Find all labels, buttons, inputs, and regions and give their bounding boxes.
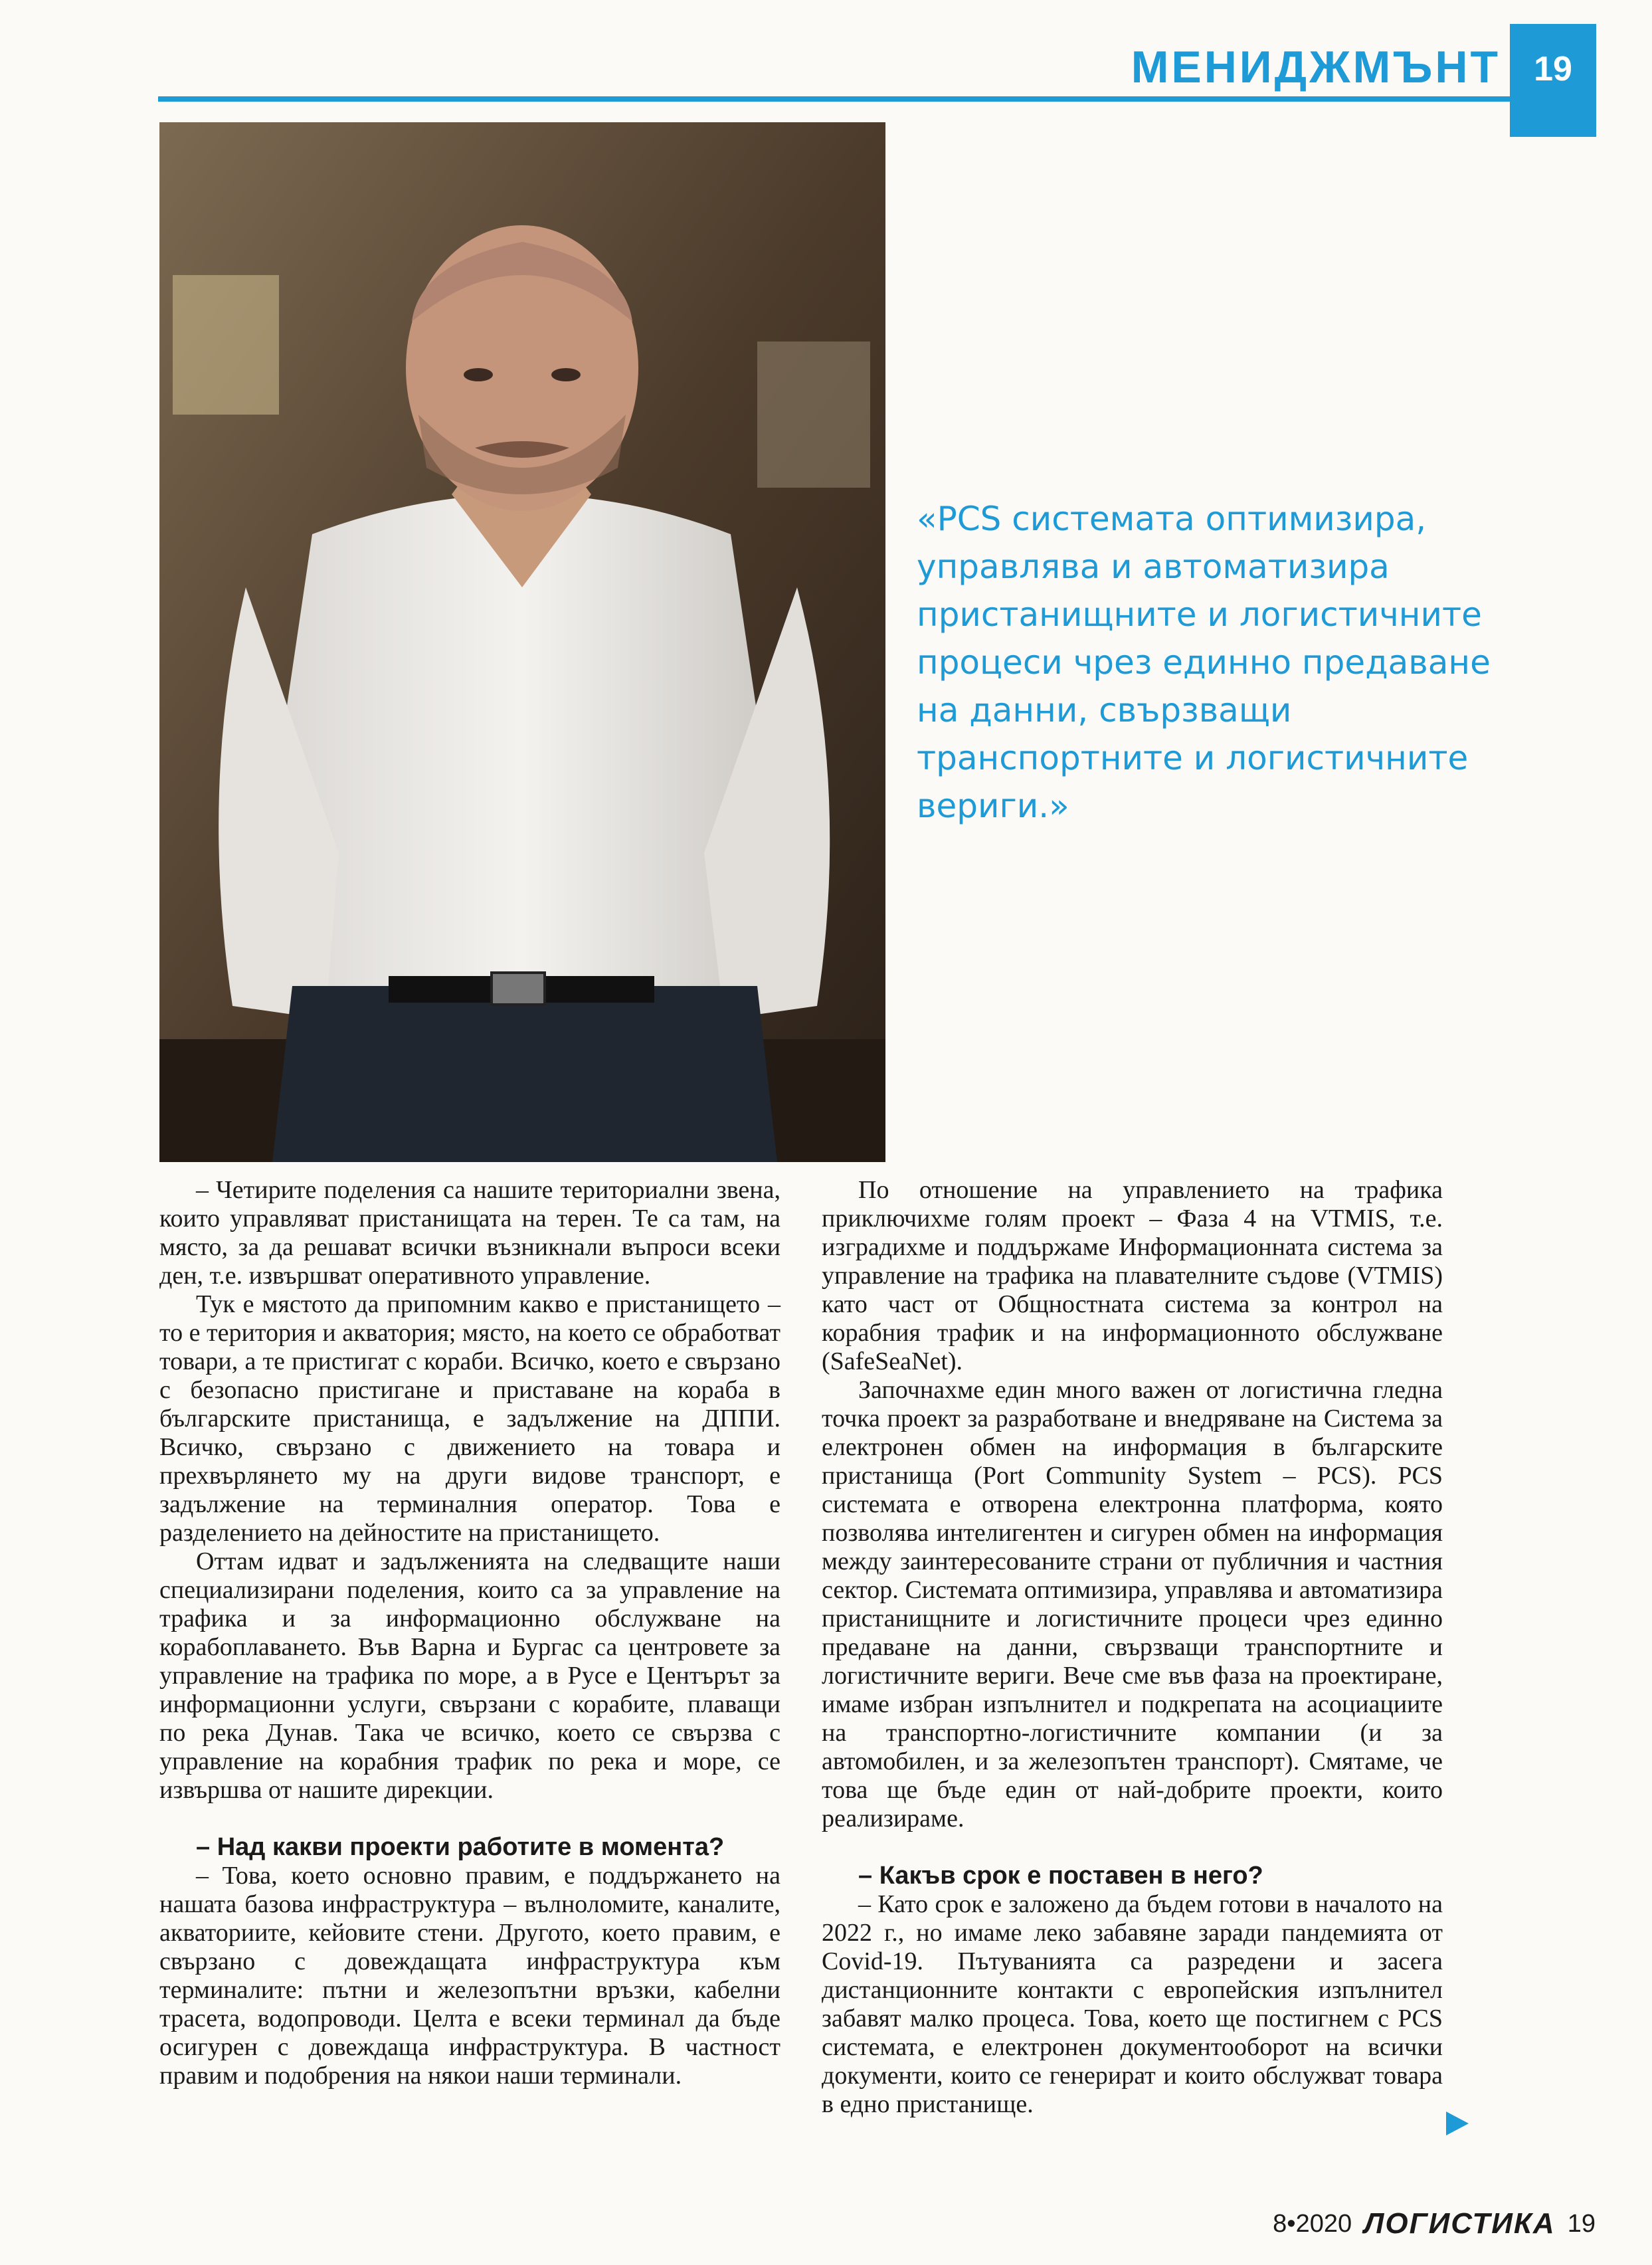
article-column-right bbox=[822, 1176, 1443, 2119]
page-number-tab bbox=[1510, 24, 1596, 137]
paragraph: Оттам идват и задълженията на следващите наши специализирани поделения, които са за управление на трафика и за информационно обслужване на корабоплаването. Във Варна и Бургас са центровете за управление на трафика по море, а в Русе е Центърът за информационни услуги, свързани с корабите, плаващи по река Дунав. Така че всичко, което се свързва с управление на корабния трафик по река и море, се извършва от нашите дирекции. bbox=[159, 1547, 780, 1804]
paragraph: По отношение на управлението на трафика приключихме голям проект – Фаза 4 на VTMIS, т.е. изградихме и поддържаме Информационната система за управление на трафика на плавателните съдове (VTMIS) като част от Общностната система за контрол на корабния трафик и на информационното обслужване (SafeSeaNet). bbox=[822, 1176, 1443, 1375]
issue-number: 8•2020 bbox=[1273, 2209, 1352, 2238]
magazine-logo: ЛОГИСТИКА bbox=[1364, 2207, 1556, 2240]
continue-arrow-icon bbox=[1446, 2112, 1469, 2135]
paragraph: – Това, което основно правим, е поддържането на нашата базова инфраструктура – вълноломите, каналите, акваториите, кейовите стени. Другото, което правим, е свързано с довеждащата инфраструктура към терминалите: пътни и железопътни връзки, кабелни трасета, водопроводи. Целта е всеки терминал да бъде осигурен с довеждаща инфраструктура. В частност правим и подобрения на някои наши терминали. bbox=[159, 1862, 780, 2090]
paragraph: Тук е мястото да припомним какво е пристанището – то е територия и акватория; място, на което се обработват товари, а те пристигат с кораби. Всичко, което е свързано с безопасно пристигане и приставане на кораба в българските пристанища, е задължение на ДППИ. Всичко, свързано с движението на товара и прехвърлянето му на други видове транспорт, е задължение на терминалния оператор. Това е разделението на дейностите на пристанището. bbox=[159, 1290, 780, 1547]
page-footer bbox=[1273, 2207, 1596, 2240]
article-column-left bbox=[159, 1176, 780, 2090]
portrait-illustration bbox=[159, 122, 885, 1162]
interview-question: – Над какви проекти работите в момента? bbox=[196, 1833, 725, 1861]
portrait-photo bbox=[159, 122, 885, 1162]
page-number: 19 bbox=[1534, 50, 1572, 88]
paragraph: – Четирите поделения са нашите териториални звена, които управляват пристанищата на терен. Те са там, на място, за да решават всички възникнали въпроси всеки ден, т.е. извършват оперативното управление. bbox=[159, 1176, 780, 1290]
paragraph: – Като срок е заложено да бъдем готови в началото на 2022 г., но имаме леко забавяне заради пандемията от Covid-19. Пътуванията са разредени и засега дистанционните контакти с европейския изпълнител забавят малко процеса. Това, което ще постигнем с PCS системата, е електронен документооборот на всички документи, които се генерират и които обслужват товара в едно пристанище. bbox=[822, 1890, 1443, 2118]
section-title: МЕНИДЖМЪНТ bbox=[1131, 42, 1501, 92]
header-rule bbox=[158, 96, 1596, 102]
paragraph: Започнахме един много важен от логистична гледна точка проект за разработване и внедряване на Система за електронен обмен на информация в българските пристанища (Port Community System – PCS). PCS системата е отворена електронна платформа, която позволява интелигентен и сигурен обмен на информация между заинтересованите страни от публичния и частния сектор. Системата оптимизира, управлява и автоматизира пристанищните и логистичните процеси чрез единно предаване на данни, свързващи транспортните и логистичните вериги. Вече сме във фаза на проектиране, имаме избран изпълнител и подкрепата на асоциациите на транспортно-логистичните компании (и за автомобилен, и за железопътен транспорт). Смятаме, че това ще бъде един от най-добрите проекти, които реализираме. bbox=[822, 1376, 1443, 1832]
pull-quote: «PCS системата оптимизира, управлява и автоматизира пристанищните и логистичните процеси чрез единно предаване на данни, свързващи транспортните и логистичните вериги.» bbox=[917, 500, 1491, 825]
footer-page-number: 19 bbox=[1567, 2209, 1596, 2238]
interview-question: – Какъв срок е поставен в него? bbox=[858, 1862, 1263, 1890]
